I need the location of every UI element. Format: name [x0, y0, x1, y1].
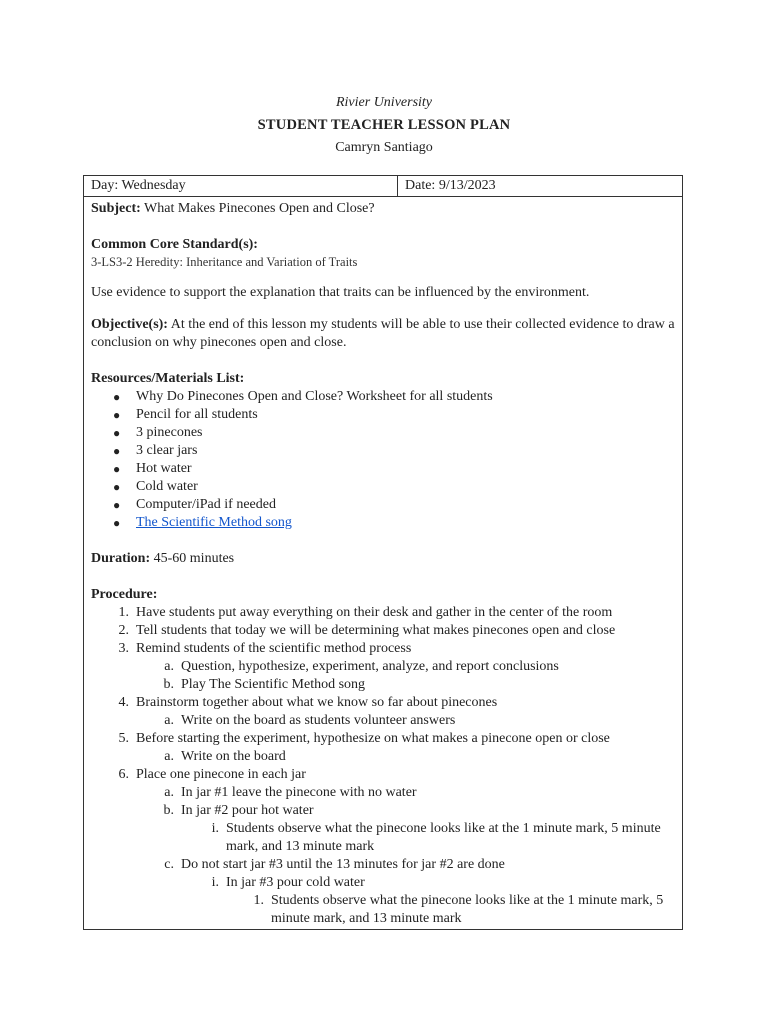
bullet-icon: ●: [113, 498, 121, 512]
bullet-icon: ●: [113, 390, 121, 404]
procedure-step: [91, 874, 675, 892]
document-title: STUDENT TEACHER LESSON PLAN: [257, 117, 511, 133]
step-marker: a.: [164, 749, 174, 764]
procedure-step: [91, 784, 675, 802]
step-marker: 6.: [118, 767, 129, 782]
resource-item: [91, 460, 675, 478]
step-text: Students observe what the pinecone looks like at the 1 minute mark, 5 minute mark, and 13 minute mark: [271, 893, 664, 926]
procedure-step: [91, 748, 675, 766]
procedure-step: [91, 604, 675, 622]
step-marker: 2.: [118, 623, 129, 638]
objective-text: At the end of this lesson my students will be able to use their collected evidence to draw a conclusion on why pinecones open and close.: [91, 317, 675, 350]
step-text: In jar #3 pour cold water: [226, 875, 365, 890]
procedure-step: [91, 856, 675, 874]
step-marker: a.: [164, 713, 174, 728]
resource-text: Why Do Pinecones Open and Close? Worksheet for all students: [136, 389, 493, 404]
resource-item: [91, 478, 675, 496]
step-marker: i.: [211, 875, 219, 890]
subject-label: Subject:: [91, 201, 141, 216]
step-text: Tell students that today we will be determining what makes pinecones open and close: [136, 623, 616, 638]
resource-item: [91, 388, 675, 406]
procedure-step: [91, 694, 675, 712]
step-text: Write on the board as students volunteer answers: [181, 713, 456, 728]
duration-value: 45-60 minutes: [153, 551, 235, 566]
bullet-icon: ●: [113, 444, 121, 458]
step-text: Play The Scientific Method song: [181, 677, 366, 692]
resource-text: 3 clear jars: [136, 443, 198, 458]
step-marker: a.: [164, 659, 174, 674]
university-name: Rivier University: [335, 95, 433, 110]
resource-text: Cold water: [136, 479, 198, 494]
step-text: In jar #2 pour hot water: [181, 803, 314, 818]
step-marker: 3.: [118, 641, 129, 656]
procedure-step: [91, 712, 675, 730]
procedure-step: [91, 820, 675, 856]
resource-item: [91, 496, 675, 514]
step-text: Brainstorm together about what we know so far about pinecones: [136, 695, 498, 710]
procedure-step: [91, 658, 675, 676]
resources-label: Resources/Materials List:: [91, 371, 245, 386]
bullet-icon: ●: [113, 408, 121, 422]
date-cell: Date: 9/13/2023: [398, 176, 683, 197]
standard-text: Use evidence to support the explanation that traits can be influenced by the environment.: [91, 285, 590, 300]
subject-line: [91, 200, 675, 218]
bullet-icon: ●: [113, 516, 121, 530]
step-text: Before starting the experiment, hypothesize on what makes a pinecone open or close: [136, 731, 610, 746]
procedure-step: [91, 802, 675, 820]
step-marker: c.: [164, 857, 174, 872]
step-text: In jar #1 leave the pinecone with no water: [181, 785, 417, 800]
step-text: Remind students of the scientific method process: [136, 641, 412, 656]
author-name: Camryn Santiago: [335, 140, 433, 155]
step-marker: 5.: [118, 731, 129, 746]
resource-item: [91, 442, 675, 460]
lesson-plan-table: [83, 175, 683, 930]
procedure-step: [91, 766, 675, 784]
resource-item: [91, 406, 675, 424]
procedure-list: [91, 604, 675, 928]
procedure-step: [91, 640, 675, 658]
resource-item-link[interactable]: [91, 514, 675, 532]
step-text: Have students put away everything on their desk and gather in the center of the room: [136, 605, 613, 620]
step-marker: a.: [164, 785, 174, 800]
step-marker: b.: [163, 803, 174, 818]
step-text: Place one pinecone in each jar: [136, 767, 306, 782]
lesson-content-cell: [84, 197, 683, 930]
document-header: [0, 93, 768, 158]
subject-value: What Makes Pinecones Open and Close?: [144, 201, 375, 216]
resource-text: 3 pinecones: [136, 425, 203, 440]
procedure-step: [91, 676, 675, 694]
bullet-icon: ●: [113, 462, 121, 476]
resource-text: Hot water: [136, 461, 192, 476]
step-marker: 1.: [118, 605, 129, 620]
resource-text: Computer/iPad if needed: [136, 497, 276, 512]
bullet-icon: ●: [113, 480, 121, 494]
objective-label: Objective(s):: [91, 317, 168, 332]
step-marker: i.: [211, 821, 219, 836]
procedure-step: [91, 730, 675, 748]
scientific-method-song-link[interactable]: The Scientific Method song: [136, 515, 292, 530]
step-marker: 1.: [253, 893, 264, 908]
step-marker: b.: [163, 677, 174, 692]
procedure-step: [91, 622, 675, 640]
standards-label: Common Core Standard(s):: [91, 237, 258, 252]
step-text: Question, hypothesize, experiment, analyze, and report conclusions: [181, 659, 559, 674]
standard-code: 3-LS3-2 Heredity: Inheritance and Variation of Traits: [91, 255, 358, 269]
step-marker: 4.: [118, 695, 129, 710]
day-cell: Day: Wednesday: [84, 176, 398, 197]
resource-text: Pencil for all students: [136, 407, 258, 422]
duration-line: [91, 550, 675, 568]
resources-list: [91, 388, 675, 532]
resource-item: [91, 424, 675, 442]
step-text: Do not start jar #3 until the 13 minutes for jar #2 are done: [181, 857, 505, 872]
procedure-step: [91, 892, 675, 928]
step-text: Write on the board: [181, 749, 286, 764]
procedure-label: Procedure:: [91, 587, 158, 602]
bullet-icon: ●: [113, 426, 121, 440]
duration-label: Duration:: [91, 551, 151, 566]
objective-paragraph: [91, 316, 675, 352]
step-text: Students observe what the pinecone looks like at the 1 minute mark, 5 minute mark, and 13 minute mark: [226, 821, 661, 854]
